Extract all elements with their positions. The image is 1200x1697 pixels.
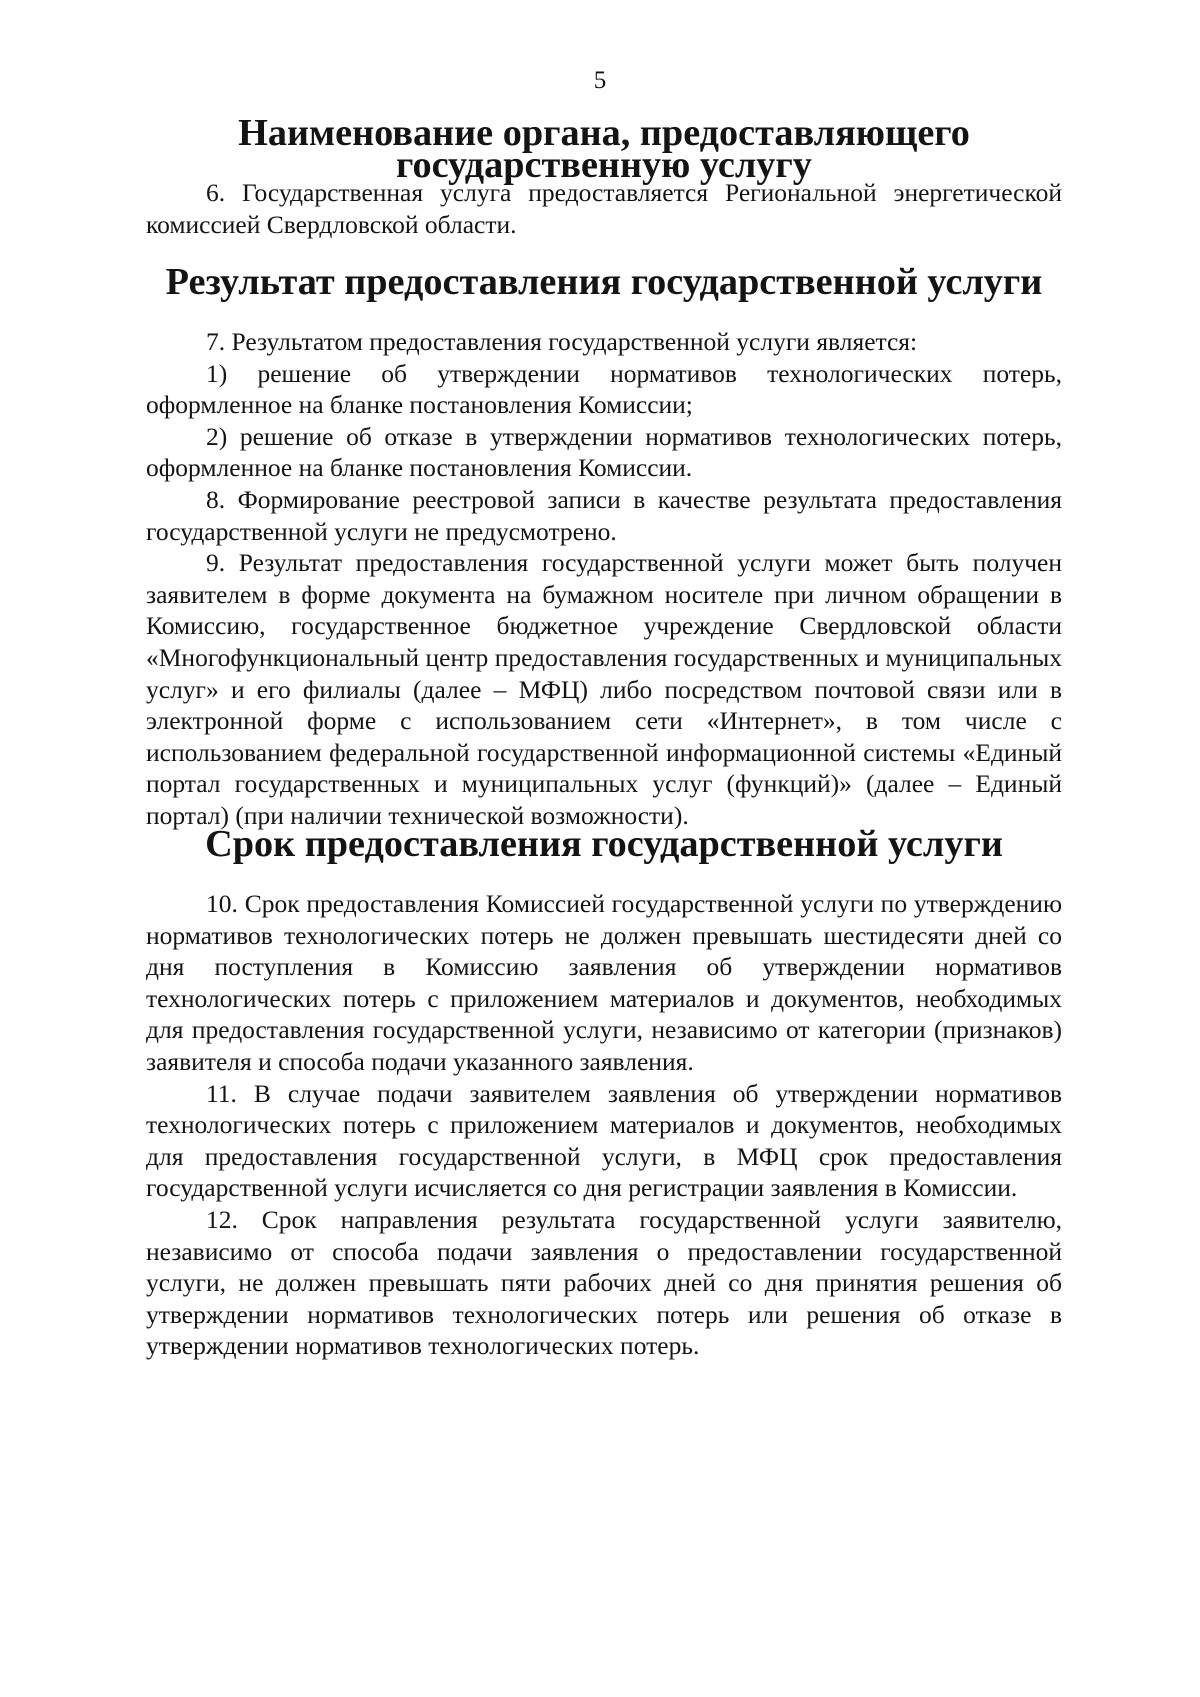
section-body-authority: [146, 177, 1062, 240]
paragraph: 9. Результат предоставления государственной услуги может быть получен заявителем в форме документа на бумажном носителе при личном обращении в Комиссию, государственное бюджетное учреждение Свердловской области «Многофункциональный центр предоставления государственных и муниципальных услуг» и его филиалы (далее – МФЦ) либо посредством почтовой связи или в электронной форме с использованием сети «Интернет», в том числе с использованием федеральной государственной информационной системы «Единый портал государственных и муниципальных услуг (функций)» (далее – Единый портал) (при наличии технической возможности).: [146, 548, 1062, 830]
paragraph: 1) решение об утверждении нормативов технологических потерь, оформленное на бланке постановления Комиссии;: [146, 358, 1062, 420]
section-heading-term: Срок предоставления государственной услуги: [205, 823, 1003, 865]
paragraph: 7. Результатом предоставления государственной услуги является:: [206, 327, 918, 356]
section-heading-authority: Наименование органа, предоставляющего государственную услугу: [238, 112, 970, 186]
paragraph: 12. Срок направления результата государственной услуги заявителю, независимо от способа подачи заявления о предоставлении государственной услуги, не должен превышать пяти рабочих дней со дня принятия решения об утверждении нормативов технологических потерь или решения об отказе в утверждении нормативов технологических потерь.: [146, 1204, 1062, 1361]
section-body-result: [146, 326, 1062, 832]
page-number: 5: [593, 67, 607, 94]
paragraph: 8. Формирование реестровой записи в качестве результата предоставления государственной услуги не предусмотрено.: [146, 484, 1062, 546]
section-body-term: [146, 888, 1062, 1362]
paragraph: 2) решение об отказе в утверждении нормативов технологических потерь, оформленное на бланке постановления Комиссии.: [146, 421, 1062, 483]
paragraph: 6. Государственная услуга предоставляется Региональной энергетической комиссией Свердловской области.: [146, 178, 1062, 239]
section-heading-result: Результат предоставления государственной услуги: [165, 261, 1043, 303]
paragraph: 11. В случае подачи заявителем заявления об утверждении нормативов технологических потерь с приложением материалов и документов, необходимых для предоставления государственной услуги, в МФЦ срок предоставления государственной услуги исчисляется со дня регистрации заявления в Комиссии.: [146, 1078, 1062, 1203]
paragraph: 10. Срок предоставления Комиссией государственной услуги по утверждению нормативов технологических потерь не должен превышать шестидесяти дней со дня поступления в Комиссию заявления об утверждении нормативов технологических потерь с приложением материалов и документов, необходимых для предоставления государственной услуги, независимо от категории (признаков) заявителя и способа подачи указанного заявления.: [146, 889, 1062, 1076]
